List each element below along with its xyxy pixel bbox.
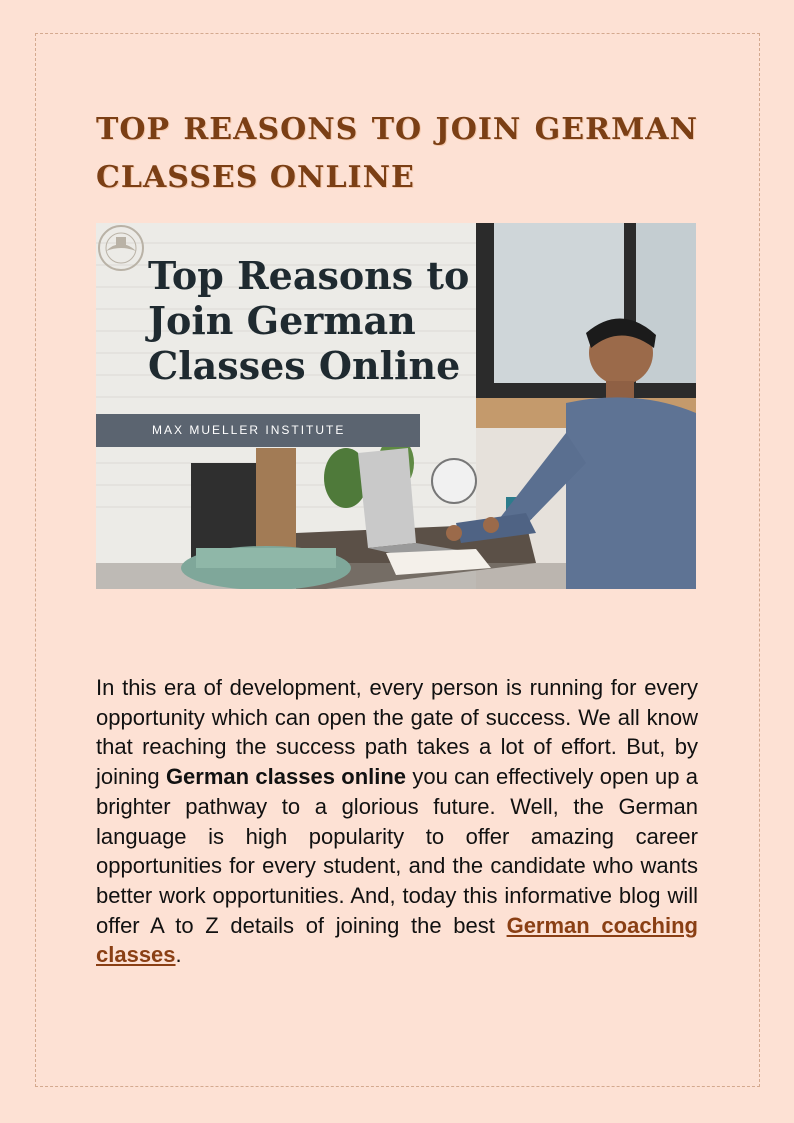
banner-image: [96, 223, 696, 589]
intro-text-end: .: [175, 942, 182, 968]
institute-seal-logo: [96, 223, 146, 273]
institute-name: MAX MUELLER INSTITUTE: [152, 423, 346, 437]
intro-text-part1: In this era of development, every person is running for every opportunity which can open the gate of success. We all know that reaching the success path takes a lot of effort. But, by joining: [96, 675, 698, 790]
bold-keyword: German classes online: [165, 764, 407, 790]
banner-heading-line: Join German: [148, 298, 416, 343]
intro-text-part2: you can effectively open up a brighter pathway to a glorious future. Well, the German language is high popularity to offer amazing career opportunities for every student, and the candidate who wants better work opportunities. And, today this informative blog will offer A to Z details of joining the best: [96, 764, 699, 938]
banner-heading-line: Classes Online: [148, 343, 461, 388]
banner-heading: [148, 253, 488, 388]
banner-heading-line: Top Reasons to: [148, 253, 470, 298]
german-coaching-classes-link[interactable]: German coaching classes: [96, 912, 698, 968]
intro-paragraph: [96, 673, 698, 970]
page-title: TOP REASONS TO JOIN GERMAN CLASSES ONLINE: [96, 112, 698, 195]
institute-label-strip: [96, 414, 420, 447]
